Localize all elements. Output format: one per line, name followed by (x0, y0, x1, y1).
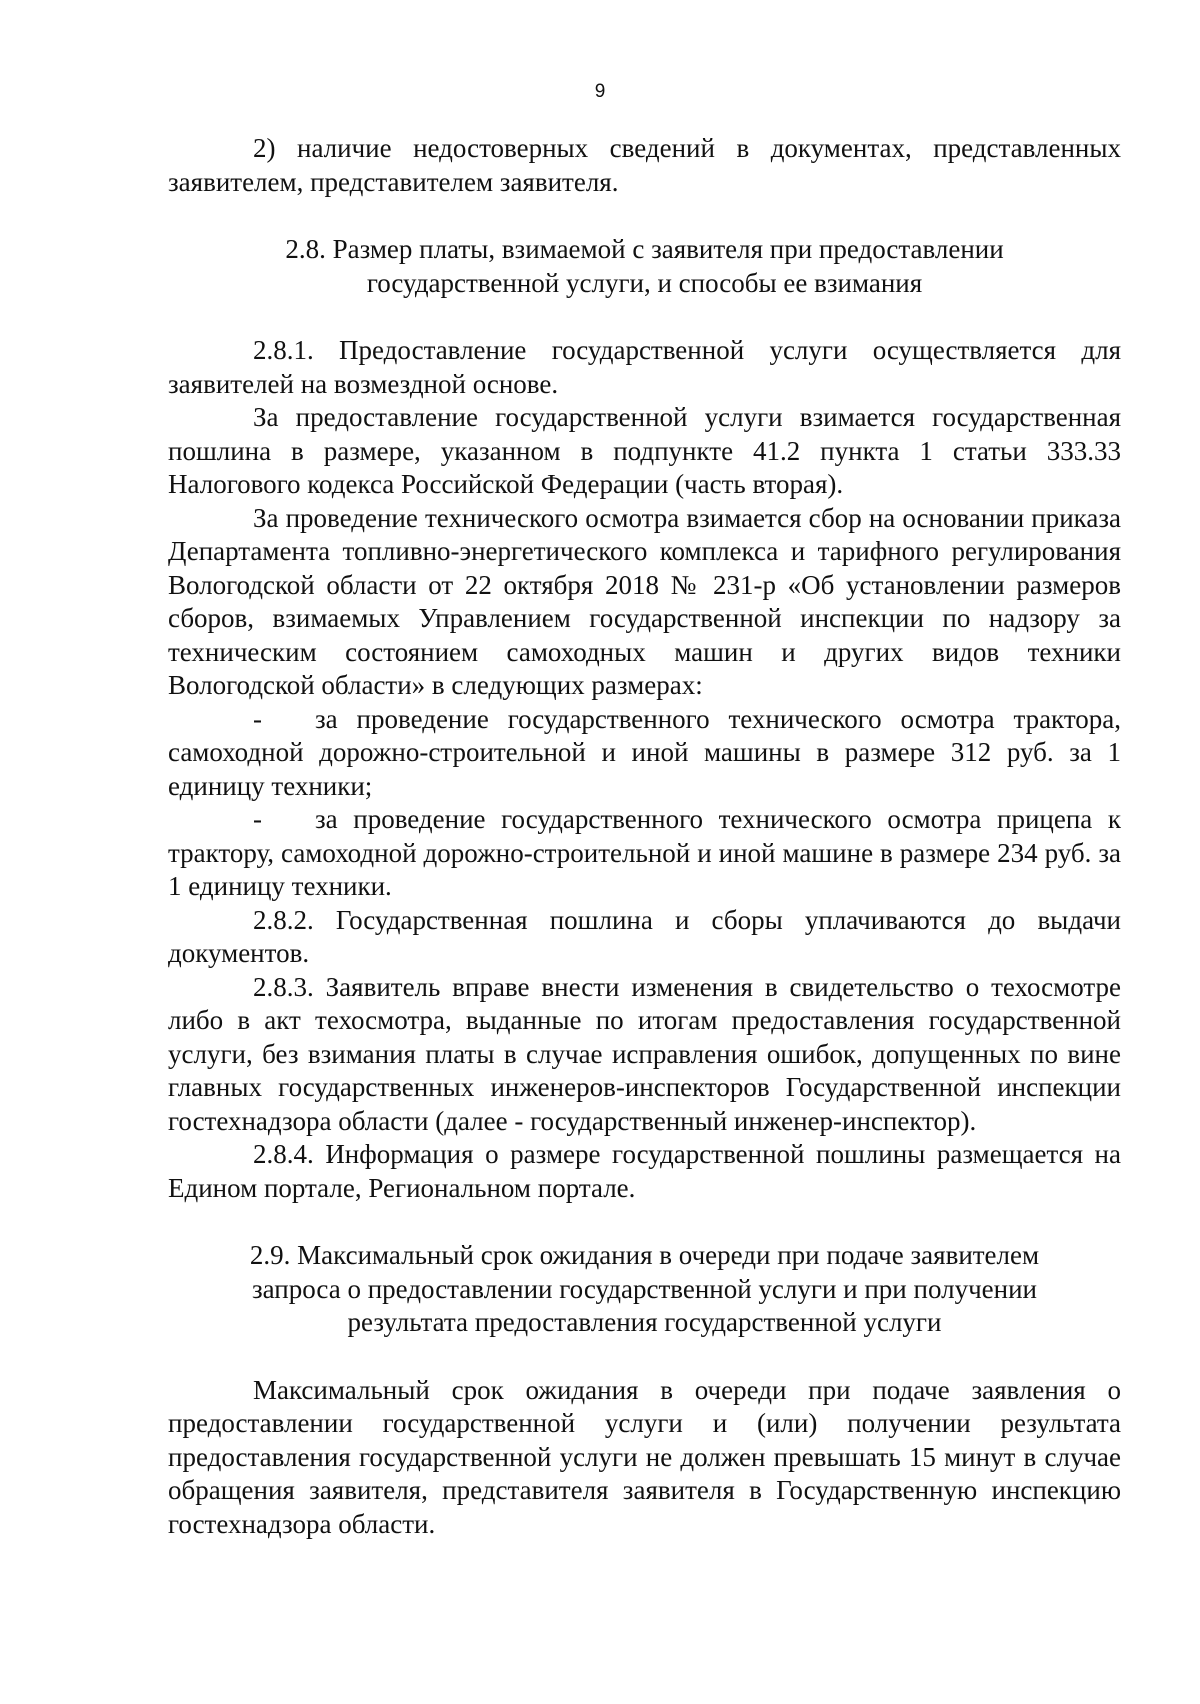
section-heading-2-9 (168, 1239, 1121, 1340)
list-item-trailer (168, 803, 1121, 904)
list-dash: - (253, 804, 262, 834)
paragraph-2-8-2: 2.8.2. Государственная пошлина и сборы уплачиваются до выдачи документов. (168, 904, 1121, 968)
list-item-tractor-text: за проведение государственного технического осмотра трактора, самоходной дорожно-строительной и иной машины в размере 312 руб. за 1 единицу техники; (168, 703, 1121, 801)
paragraph-intro: 2) наличие недостоверных сведений в документах, представленных заявителем, представителем заявителя. (168, 133, 1121, 197)
list-item-trailer-text: за проведение государственного технического осмотра прицепа к трактору, самоходной дорожно-строительной и иной машине в размере 234 руб. за 1 единицу техники. (168, 804, 1121, 901)
paragraph-2-8-1: 2.8.1. Предоставление государственной услуги осуществляется для заявителей на возмездной основе. (168, 335, 1121, 399)
paragraph-2-8-1-fee: За предоставление государственной услуги взимается государственная пошлина в размере, указанном в подпункте 41.2 пункта 1 статьи 333.33 Налогового кодекса Российской Федерации (часть вторая). (168, 402, 1121, 499)
list-dash: - (253, 703, 262, 734)
paragraph-2-8-4: 2.8.4. Информация о размере государственной пошлины размещается на Едином портале, Региональном портале. (168, 1139, 1121, 1203)
list-item-tractor (168, 703, 1121, 804)
document-body (168, 132, 1121, 1541)
section-heading-2-8 (168, 233, 1121, 300)
paragraph-2-8-1-inspection: За проведение технического осмотра взимается сбор на основании приказа Департамента топливно-энергетического комплекса и тарифного регулирования Вологодской области от 22 октября 2018 № 231-р «Об установлении размеров сборов, взимаемых Управлением государственной инспекции по надзору за техническим состоянием самоходных машин и других видов техники Вологодской области» в следующих размерах: (168, 502, 1121, 700)
section-heading-2-9-text: 2.9. Максимальный срок ожидания в очереди при подаче заявителем запроса о предоставлении государственной услуги и при получении результата предоставления государственной услуги (249, 1240, 1040, 1337)
paragraph-2-8-3: 2.8.3. Заявитель вправе внести изменения в свидетельство о техосмотре либо в акт техосмотра, выданные по итогам предоставления государственной услуги, без взимания платы в случае исправления ошибок, допущенных по вине главных государственных инженеров-инспекторов Государственной инспекции гостехнадзора области (далее - государственный инженер-инспектор). (168, 971, 1121, 1136)
paragraph-2-9: Максимальный срок ожидания в очереди при подаче заявления о предоставлении государственной услуги и (или) получении результата предоставления государственной услуги не должен превышать 15 минут в случае обращения заявителя, представителя заявителя в Государственную инспекцию гостехнадзора области. (168, 1374, 1121, 1539)
section-heading-2-8-text: 2.8. Размер платы, взимаемой с заявителя при предоставлении государственной услуги, и способы ее взимания (285, 234, 1004, 298)
page-number: 9 (594, 81, 606, 102)
